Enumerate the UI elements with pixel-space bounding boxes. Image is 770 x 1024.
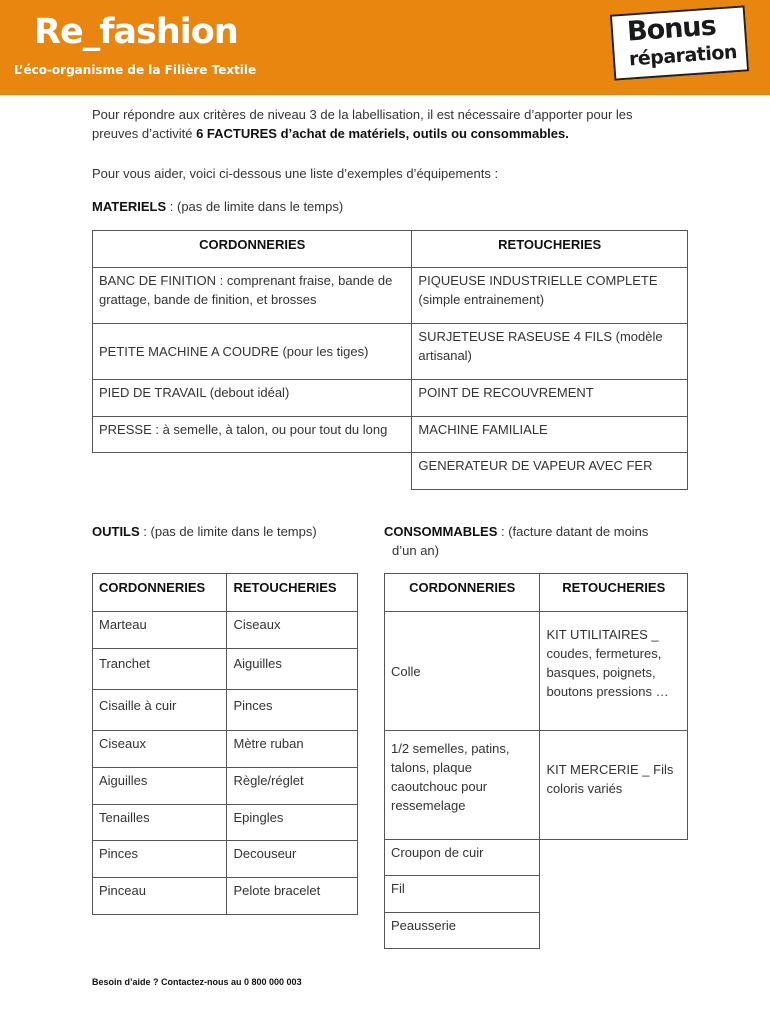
outils-col-cordonneries: CORDONNERIES — [93, 574, 227, 612]
table-cell-empty — [540, 840, 688, 876]
table-cell: Colle — [385, 612, 540, 731]
materiels-col-cordonneries: CORDONNERIES — [93, 231, 412, 268]
table-cell: Pinces — [93, 841, 227, 878]
table-cell: POINT DE RECOUVREMENT — [412, 380, 688, 417]
stamp-title: Bonus — [626, 10, 717, 48]
table-cell: Croupon de cuir — [385, 840, 540, 876]
table-cell: GENERATEUR DE VAPEUR AVEC FER — [412, 453, 688, 490]
table-cell: BANC DE FINITION : comprenant fraise, bande de grattage, bande de finition, et brosses — [93, 268, 412, 324]
table-cell: Fil — [385, 876, 540, 913]
bonus-reparation-stamp — [610, 5, 749, 80]
table-cell-empty — [93, 453, 412, 490]
table-cell: 1/2 semelles, patins, talons, plaque caoutchouc pour ressemelage — [385, 731, 540, 840]
materiels-col-retoucheries: RETOUCHERIES — [412, 231, 688, 268]
table-cell: Tranchet — [93, 649, 227, 690]
table-cell: Mètre ruban — [227, 731, 358, 768]
table-cell: Ciseaux — [93, 731, 227, 768]
table-cell: PETITE MACHINE A COUDRE (pour les tiges) — [93, 324, 412, 380]
materiels-heading: MATERIELS : (pas de limite dans le temps) — [92, 199, 344, 214]
table-cell-empty — [540, 876, 688, 913]
outils-table — [92, 573, 358, 915]
intro-paragraph — [92, 105, 692, 143]
outils-heading: OUTILS : (pas de limite dans le temps) — [92, 524, 317, 539]
table-cell-empty — [540, 913, 688, 949]
table-cell: Pinces — [227, 690, 358, 731]
table-cell: Aiguilles — [227, 649, 358, 690]
table-cell: SURJETEUSE RASEUSE 4 FILS (modèle artisanal) — [412, 324, 688, 380]
brand-logo: Re_fashion — [34, 12, 238, 52]
table-cell: Peausserie — [385, 913, 540, 949]
tagline: L’éco-organisme de la Filière Textile — [14, 63, 257, 77]
table-cell: Pelote bracelet — [227, 878, 358, 915]
table-cell: Ciseaux — [227, 612, 358, 649]
table-cell: PIQUEUSE INDUSTRIELLE COMPLETE (simple entrainement) — [412, 268, 688, 324]
outils-col-retoucheries: RETOUCHERIES — [227, 574, 358, 612]
intro-line1: Pour répondre aux critères de niveau 3 de la labellisation, il est nécessaire d’apporter pour les — [92, 107, 633, 122]
table-cell: Aiguilles — [93, 768, 227, 805]
intro-emphasis: 6 FACTURES d’achat de matériels, outils ou consommables. — [196, 126, 569, 141]
table-cell: Règle/réglet — [227, 768, 358, 805]
consommables-col-retoucheries: RETOUCHERIES — [540, 574, 688, 612]
table-cell: Tenailles — [93, 805, 227, 841]
table-cell: Pinceau — [93, 878, 227, 915]
table-cell: PRESSE : à semelle, à talon, ou pour tout du long — [93, 417, 412, 453]
help-text: Pour vous aider, voici ci-dessous une liste d’exemples d’équipements : — [92, 166, 499, 181]
table-cell: KIT UTILITAIRES _ coudes, fermetures, basques, poignets, boutons pressions … — [540, 612, 688, 731]
intro-line2: preuves d’activité 6 FACTURES d’achat de matériels, outils ou consommables. — [92, 126, 569, 141]
table-cell: Marteau — [93, 612, 227, 649]
table-cell: Cisaille à cuir — [93, 690, 227, 731]
consommables-heading: CONSOMMABLES : (facture datant de moins d’un an) — [384, 524, 649, 558]
consommables-col-cordonneries: CORDONNERIES — [385, 574, 540, 612]
table-cell: MACHINE FAMILIALE — [412, 417, 688, 453]
table-cell: PIED DE TRAVAIL (debout idéal) — [93, 380, 412, 417]
header-banner — [0, 0, 770, 95]
table-cell: KIT MERCERIE _ Fils coloris variés — [540, 731, 688, 840]
help-contact: Besoin d’aide ? Contactez-nous au 0 800 000 003 — [92, 977, 302, 987]
consommables-table — [384, 573, 688, 949]
table-cell: Decouseur — [227, 841, 358, 878]
table-cell: Epingles — [227, 805, 358, 841]
stamp-subtitle: réparation — [628, 41, 738, 71]
materiels-table — [92, 230, 688, 490]
